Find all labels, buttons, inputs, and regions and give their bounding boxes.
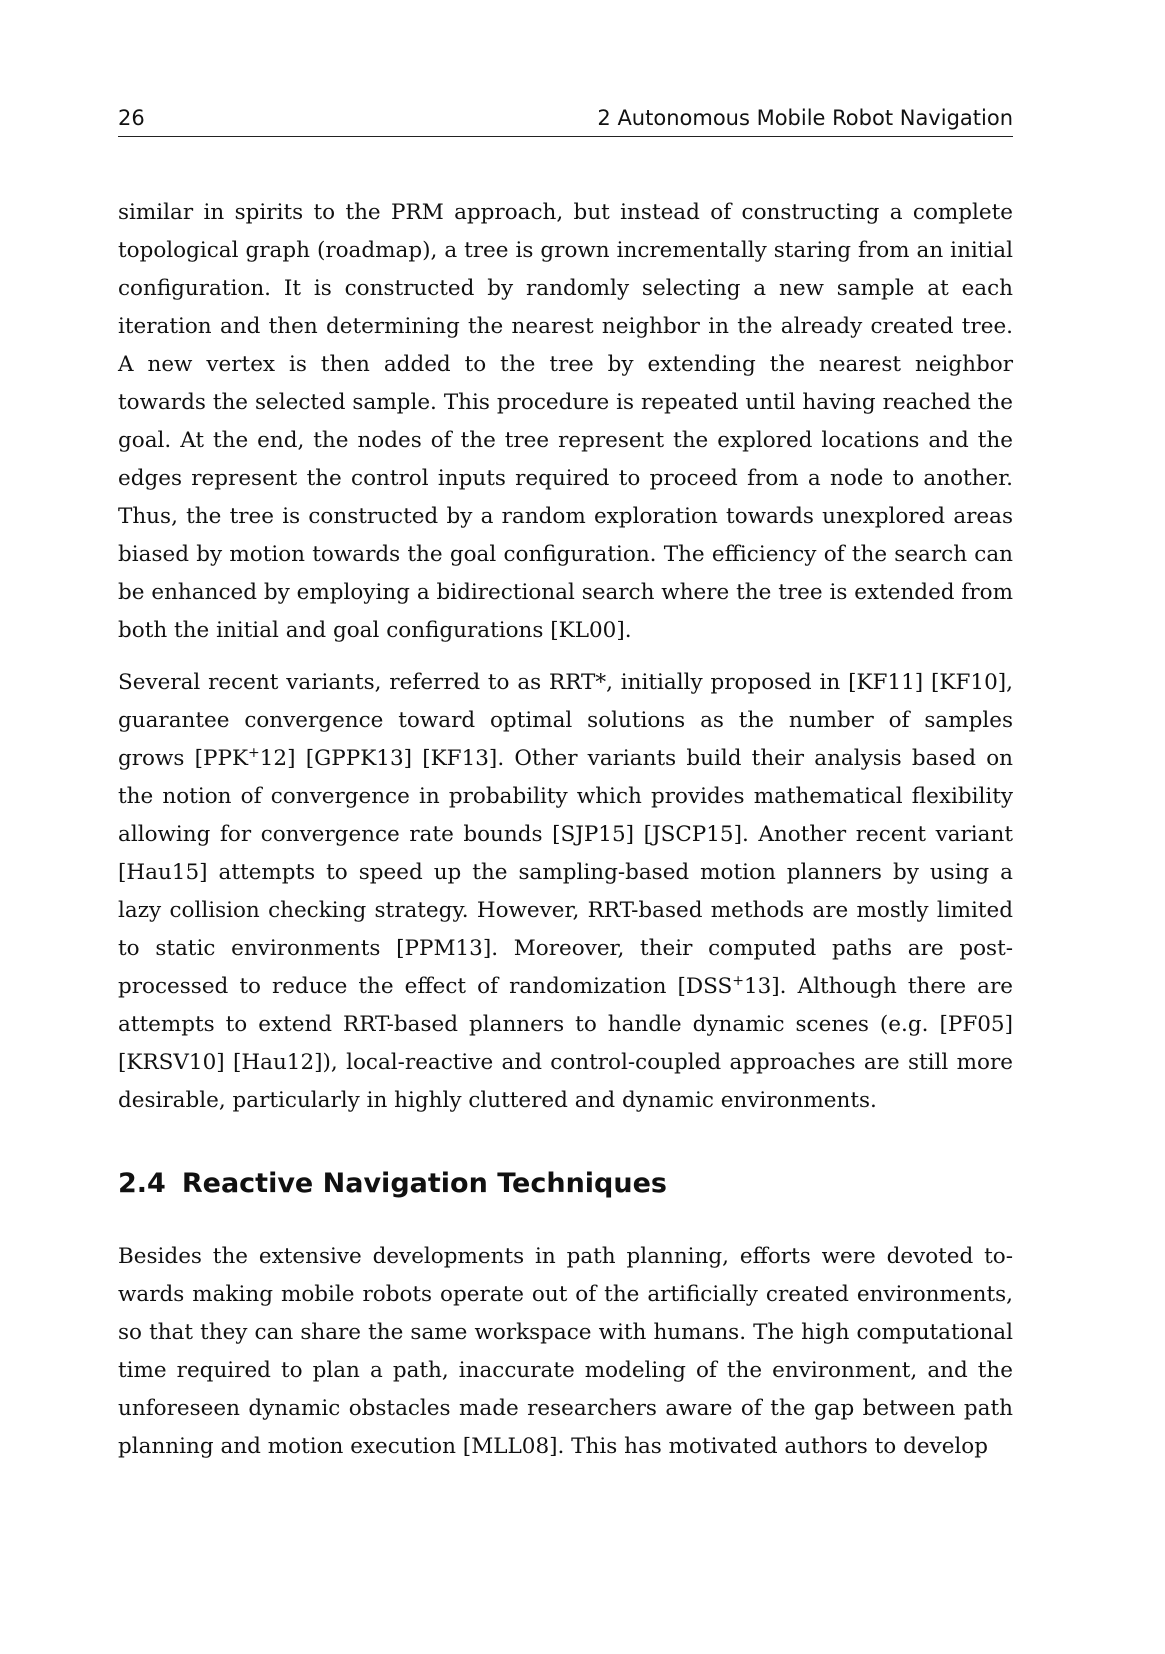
page-number: 26 xyxy=(118,106,145,130)
superscript-plus: + xyxy=(732,972,744,989)
body-paragraph-rrt: similar in spirits to the PRM approach, but instead of constructing a complete topological graph (roadmap), a tree is grown incrementally staring from an initial configuration. It is constructed by randomly selecting a new sample at each iteration and then determining the nearest neighbor in the already created tree. A new vertex is then added to the tree by extending the nearest neighbor towards the selected sample. This procedure is repeated until having reached the goal. At the end, the nodes of the tree represent the explored locations and the edges represent the control inputs required to proceed from a node to another. Thus, the tree is constructed by a random exploration towards unexplored areas biased by motion towards the goal configuration. The efficiency of the search can be enhanced by employing a bidirectional search where the tree is extended from both the initial and goal configurations [KL00]. xyxy=(118,200,1013,643)
paragraph-text-segment: 12] [GPPK13] [KF13]. Other variants build their analysis based on the notion of convergence in probability which provides mathematical flexibility allowing for convergence rate bounds [SJP15] [JSCP15]. Another recent variant [Hau15] attempts to speed up the sampling-based motion planners by using a lazy collision checking strategy. However, RRT-based methods are mostly limited to static environments [PPM13]. Moreover, their computed paths are post-processed to reduce the effect of randomization [DSS xyxy=(118,746,1014,999)
superscript-plus: + xyxy=(248,744,260,761)
section-number: 2.4 xyxy=(118,1168,166,1199)
body-paragraph-reactive: Besides the extensive developments in path planning, efforts were devoted towards making mobile robots operate out of the artificially created environments, so that they can share the same workspace with humans. The high computational time required to plan a path, inaccurate modeling of the environment, and the unforeseen dynamic obstacles made researchers aware of the gap between path planning and motion execution [MLL08]. This has motivated authors to develop xyxy=(118,1244,1013,1459)
paragraph-text-segment: 13]. Although there are attempts to extend RRT-based planners to handle dynamic scenes (e.g. [PF05] [KRSV10] [Hau12]), local-reactive and control-coupled approaches are still more desirable, particularly in highly cluttered and dynamic environments. xyxy=(118,974,1013,1113)
page-header xyxy=(118,100,1013,137)
section-heading xyxy=(118,1166,667,1202)
section-title: Reactive Navigation Techniques xyxy=(181,1168,667,1199)
body-paragraph-rrt-star xyxy=(118,664,1013,1120)
running-title: 2 Autonomous Mobile Robot Navigation xyxy=(597,106,1013,130)
paragraph-text-segment: Several recent variants, referred to as RRT*, initially proposed in [KF11] [KF10], guarantee convergence toward optimal solutions as the number of samples grows [PPK xyxy=(118,670,1013,771)
